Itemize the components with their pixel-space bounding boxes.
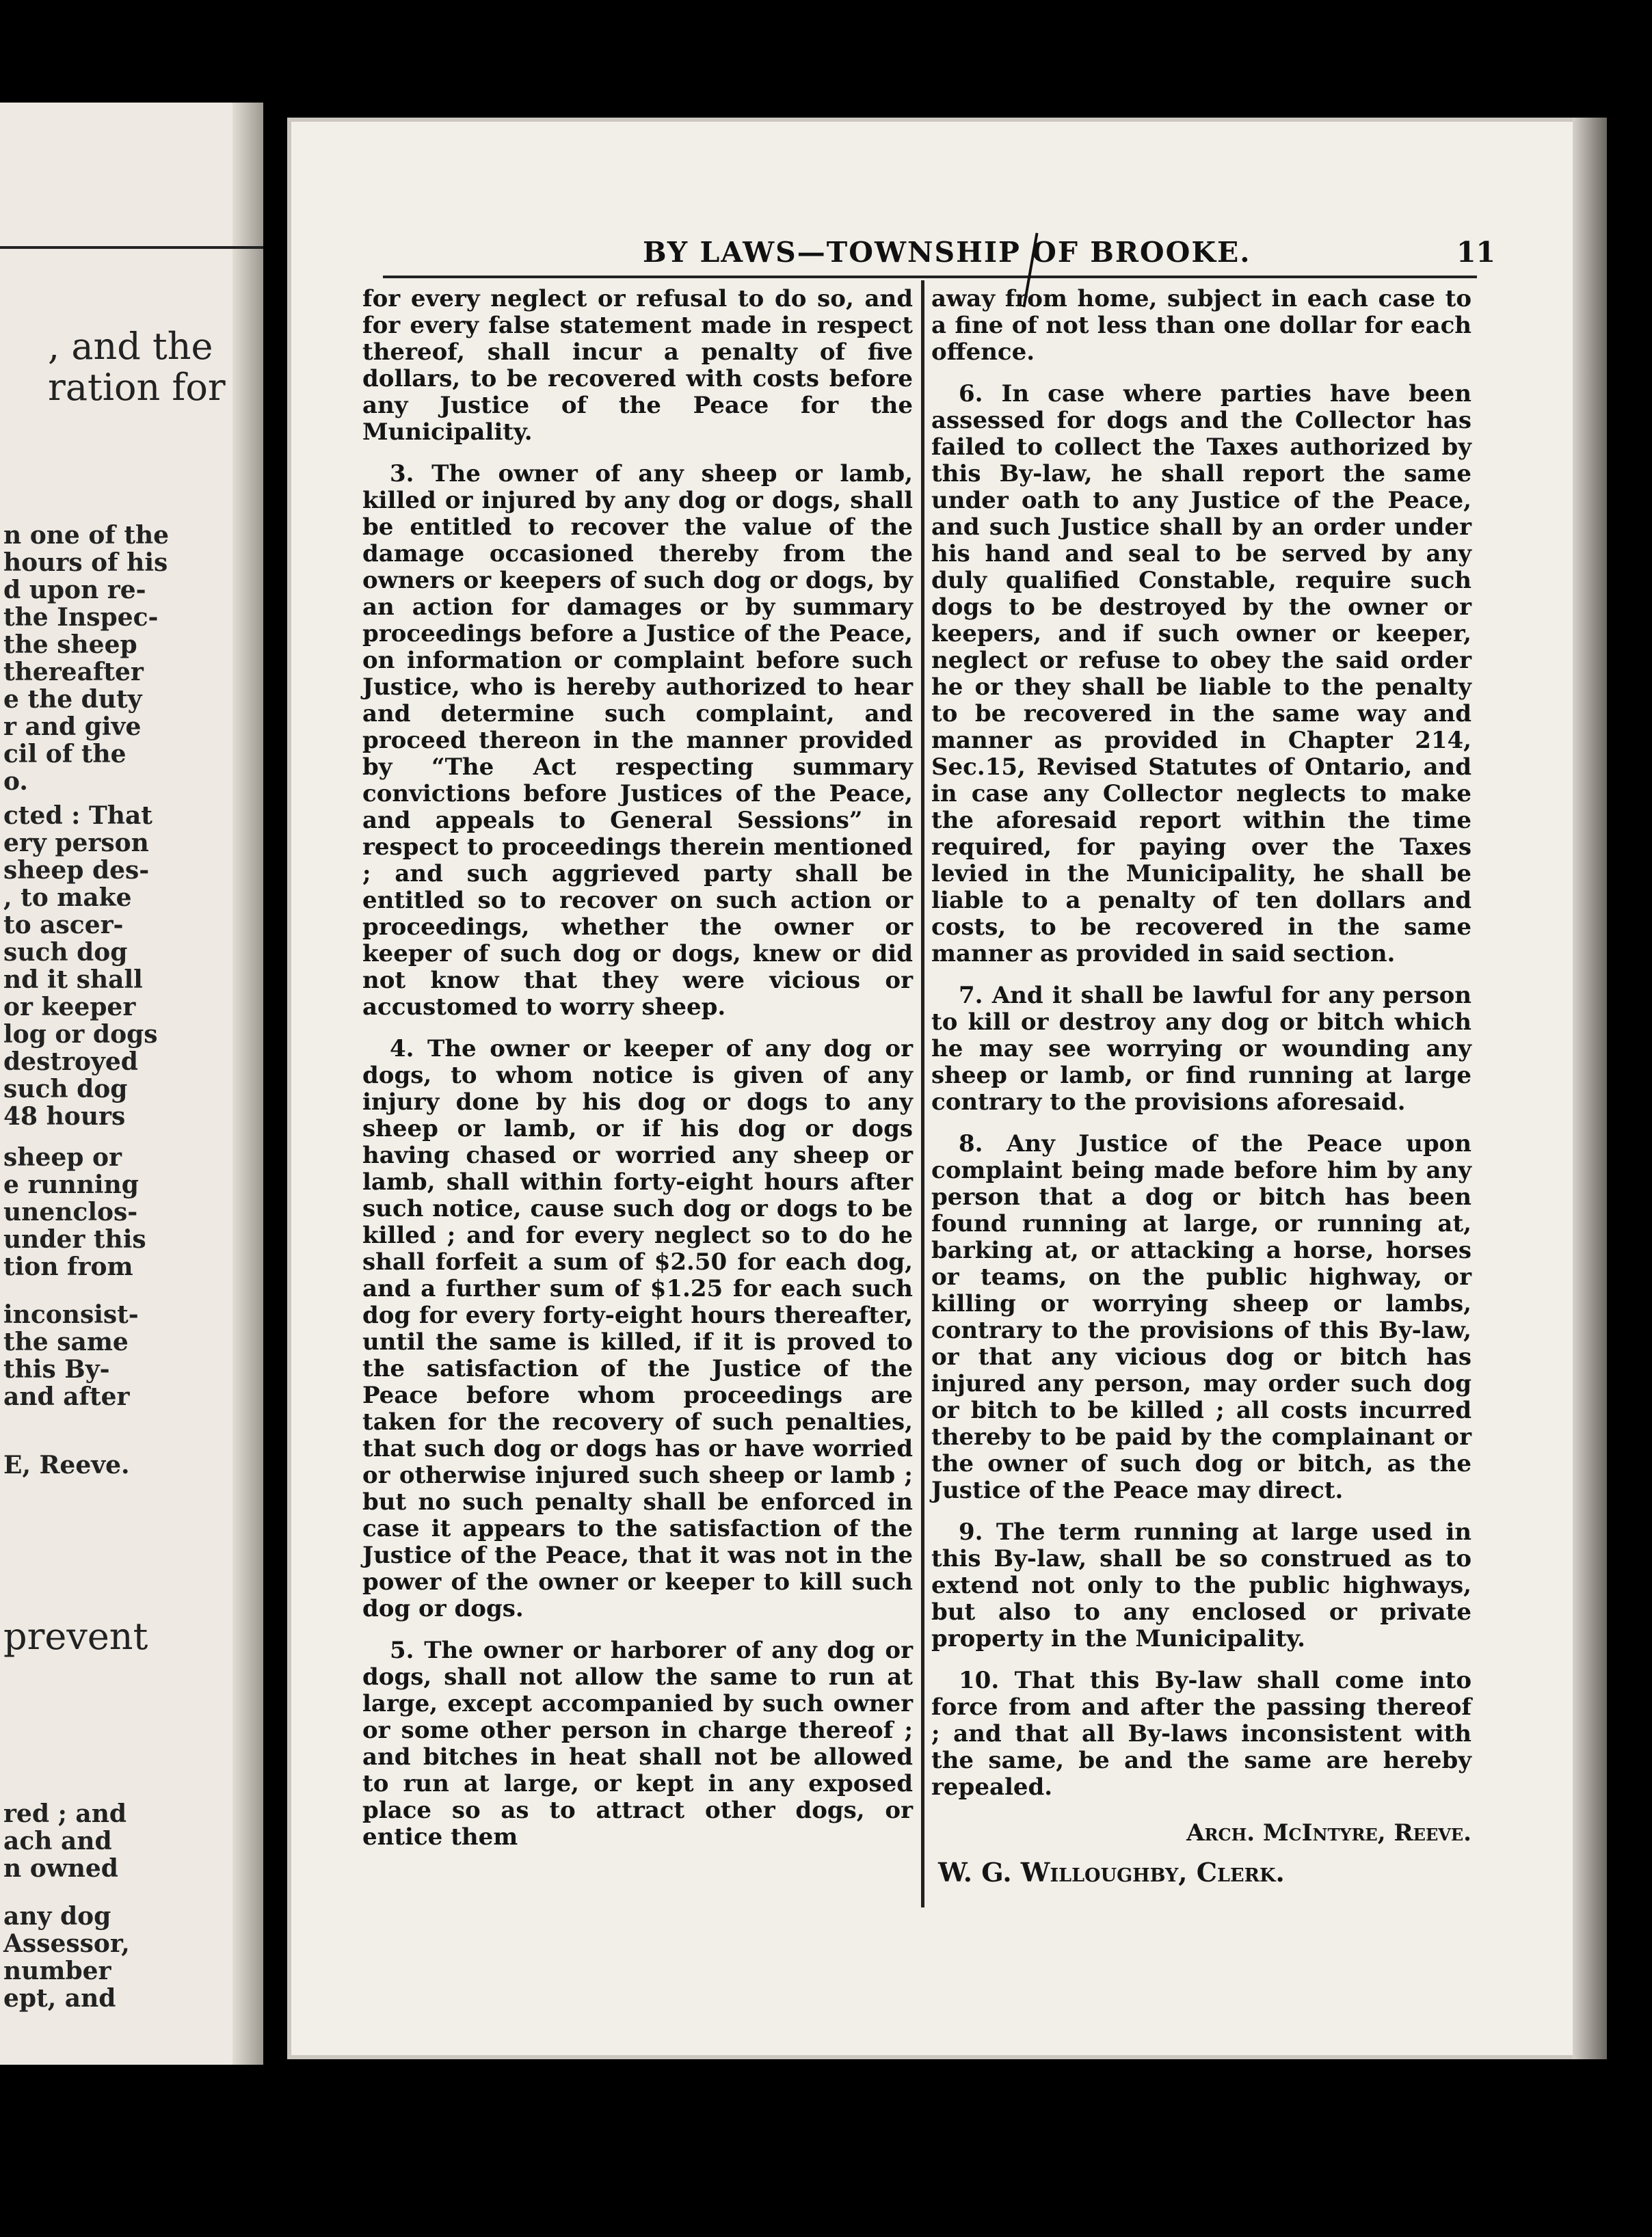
signature-block <box>931 1820 1471 1886</box>
fragment-line: the same <box>3 1328 129 1356</box>
paragraph-section-8: 8. Any Justice of the Peace upon complaint being made before him by any person that a dog or bitch has been found running at large, or running at, barking at, or attacking a horse, horses or teams, on the public highway, or killing or worrying sheep or lambs, contrary to the provisions of this By-law, or that any vicious dog or bitch has injured any person, may order such dog or bitch to be killed ; all costs incurred thereby to be paid by the complainant or the owner of such dog or bitch, as the Justice of the Peace may direct. <box>931 1130 1471 1504</box>
paragraph-continuation: away from home, subject in each case to a fine of not less than one dollar for each offence. <box>931 285 1471 366</box>
fragment-line: , and the <box>48 325 213 368</box>
fragment-line: or keeper <box>3 993 136 1021</box>
fragment-line: to ascer- <box>3 911 124 939</box>
fragment-line: sheep or <box>3 1143 122 1172</box>
fragment-line: ach and <box>3 1827 112 1856</box>
facing-page-fragment <box>0 103 263 2065</box>
fragment-line: 48 hours <box>3 1102 126 1131</box>
fragment-line: r and give <box>3 712 142 741</box>
fragment-line: inconsist- <box>3 1300 139 1329</box>
fragment-line: destroyed <box>3 1047 138 1076</box>
fragment-line: n one of the <box>3 521 170 550</box>
fragment-line: tion from <box>3 1253 133 1281</box>
facing-page-gutter <box>232 103 263 2065</box>
fragment-line: hours of his <box>3 548 168 577</box>
fragment-line: such dog <box>3 1075 128 1103</box>
fragment-line: d upon re- <box>3 576 146 604</box>
fragment-line: and after <box>3 1382 130 1411</box>
clerk-signature: W. G. Willoughby, Clerk. <box>938 1857 1285 1888</box>
paragraph-section-4: 4. The owner or keeper of any dog or dogs, to whom notice is given of any injury done by his dog or dogs to any sheep or lamb, or if his dog or dogs having chased or worried any sheep or lamb, shall within forty-eight hours after such notice, cause such dog or dogs to be killed ; and for every neglect so to do he shall forfeit a sum of $2.50 for each dog, and a further sum of $1.25 for each such dog for every forty-eight hours thereafter, until the same is killed, if it is proved to the satisfaction of the Justice of the Peace before whom proceedings are taken for the recovery of such penalties, that such dog or dogs has or have worried or otherwise injured such sheep or lamb ; but no such penalty shall be enforced in case it appears to the satisfaction of the Justice of the Peace, that it was not in the power of the owner or keeper to kill such dog or dogs. <box>362 1035 913 1622</box>
fragment-line: e running <box>3 1170 139 1199</box>
fragment-line: under this <box>3 1225 146 1254</box>
right-text-column <box>931 286 1471 1886</box>
paragraph-continuation: for every neglect or refusal to do so, and for every false statement made in respect thereof, shall incur a penalty of five dollars, to be recovered with costs before any Justice of the Peace for the Municipality. <box>362 285 913 446</box>
fragment-line: nd it shall <box>3 965 143 994</box>
left-text-column <box>362 286 913 1866</box>
fragment-line: cted : That <box>3 801 152 830</box>
paragraph-section-6: 6. In case where parties have been assessed for dogs and the Collector has failed to collect the Taxes authorized by this By-law, he shall report the same under oath to any Justice of the Peace, and such Justice shall by an order under his hand and seal to be served by any duly qualified Constable, require such dogs to be destroyed by the owner or keepers, and if such owner or keeper, neglect or refuse to obey the said order he or they shall be liable to the penalty to be recovered in the same way and manner as provided in Chapter 214, Sec.15, Revised Statutes of Ontario, and in case any Collector neglects to make the aforesaid report within the time required, for paying over the Taxes levied in the Municipality, he shall be liable to a penalty of ten dollars and costs, to be recovered in the same manner as provided in said section. <box>931 380 1471 967</box>
paragraph-section-3: 3. The owner of any sheep or lamb, killed or injured by any dog or dogs, shall be entitled to recover the value of the damage occasioned thereby from the owners or keepers of such dog or dogs, by an action for damages or by summary proceedings before a Justice of the Peace, on information or complaint before such Justice, who is hereby authorized to hear and determine such complaint, and proceed thereon in the manner provided by “The Act respecting summary convictions before Justices of the Peace, and appeals to General Sessions” in respect to proceedings therein mentioned ; and such aggrieved party shall be entitled so to recover on such action or proceedings, whether the owner or keeper of such dog or dogs, knew or did not know that they were vicious or accustomed to worry sheep. <box>362 460 913 1021</box>
page-number: 11 <box>1456 236 1496 269</box>
fragment-line: prevent <box>3 1615 148 1658</box>
fragment-line: unenclos- <box>3 1198 138 1227</box>
paragraph-section-5: 5. The owner or harborer of any dog or dogs, shall not allow the same to run at large, except accompanied by such owner or some other person in charge thereof ; and bitches in heat shall not be allowed to run at large, or kept in any exposed place so as to attract other dogs, or entice them <box>362 1637 913 1851</box>
paragraph-section-7: 7. And it shall be lawful for any person to kill or destroy any dog or bitch which he may see worrying or wounding any sheep or lamb, or find running at large contrary to the provisions aforesaid. <box>931 982 1471 1116</box>
fragment-line: ration for <box>48 366 226 409</box>
fragment-line: E, Reeve. <box>3 1451 130 1479</box>
fragment-line: log or dogs <box>3 1020 158 1049</box>
fragment-line: Assessor, <box>3 1929 130 1958</box>
fragment-line: any dog <box>3 1902 111 1931</box>
paragraph-section-10: 10. That this By-law shall come into force from and after the passing thereof ; and that all By-laws inconsistent with the same, be and the same are hereby repealed. <box>931 1667 1471 1801</box>
fragment-line: this By- <box>3 1355 110 1384</box>
paragraph-section-9: 9. The term running at large used in this By-law, shall be so construed as to extend not only to the public highways, but also to any enclosed or private property in the Municipality. <box>931 1518 1471 1652</box>
fragment-line: , to make <box>3 883 132 912</box>
fragment-line: sheep des- <box>3 856 150 885</box>
fragment-line: n owned <box>3 1854 118 1883</box>
column-divider <box>921 280 924 1907</box>
page-edge-shadow <box>1573 118 1607 2059</box>
fragment-line: e the duty <box>3 685 142 714</box>
fragment-line: number <box>3 1957 111 1985</box>
fragment-line: the Inspec- <box>3 603 159 632</box>
facing-page-header-rule <box>0 246 263 249</box>
header-rule <box>383 276 1477 278</box>
running-head: BY LAWS—TOWNSHIP OF BROOKE. <box>643 236 1251 269</box>
fragment-line: o. <box>3 767 28 796</box>
fragment-line: ery person <box>3 829 149 857</box>
fragment-line: ept, and <box>3 1984 116 2013</box>
fragment-line: thereafter <box>3 658 144 686</box>
reeve-signature: Arch. McIntyre, Reeve. <box>1186 1819 1471 1847</box>
fragment-line: the sheep <box>3 630 137 659</box>
fragment-line: red ; and <box>3 1799 127 1828</box>
fragment-line: cil of the <box>3 740 126 768</box>
fragment-line: such dog <box>3 938 128 967</box>
